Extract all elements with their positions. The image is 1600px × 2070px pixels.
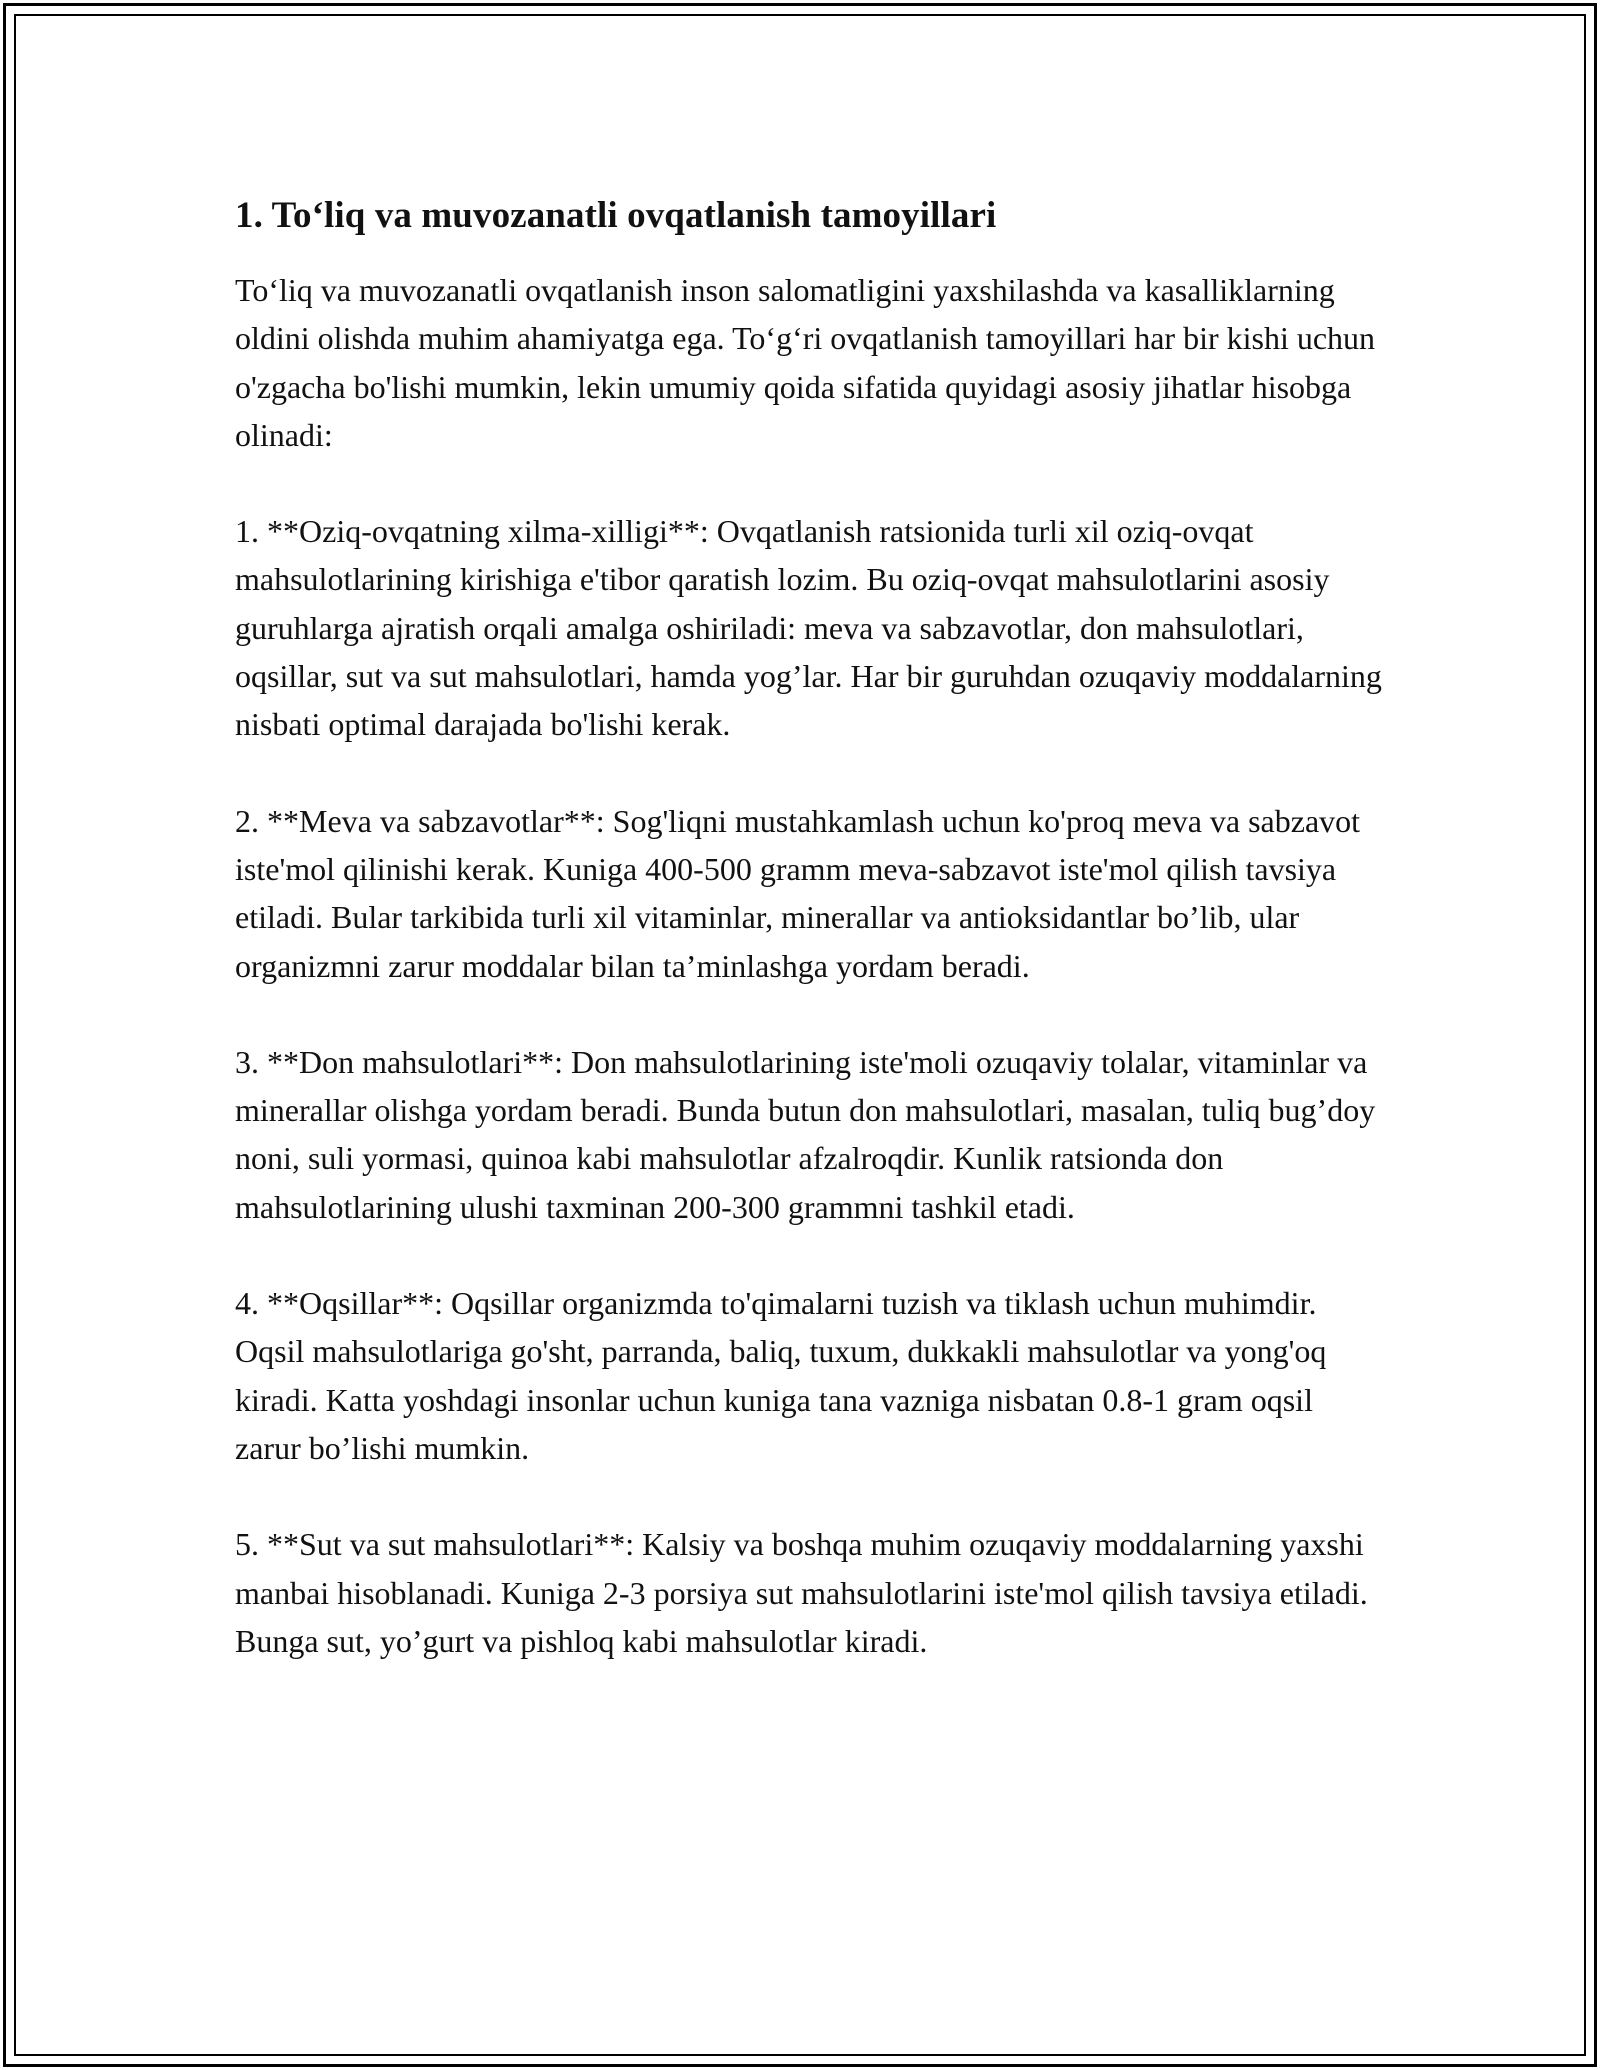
document-body (235, 190, 1385, 1713)
list-item-proteins: 4. **Oqsillar**: Oqsillar organizmda to'qimalarni tuzish va tiklash uchun muhimdir. Oqsil mahsulotlariga go'sht, parranda, baliq, tuxum, dukkakli mahsulotlar va yong'oq kiradi. Katta yoshdagi insonlar uchun kuniga tana vazniga nisbatan 0.8-1 gram oqsil zarur bo’lishi mumkin. (235, 1285, 1327, 1466)
intro-paragraph: To‘liq va muvozanatli ovqatlanish inson salomatligini yaxshilashda va kasalliklarning oldini olishda muhim ahamiyatga ega. To‘g‘ri ovqatlanish tamoyillari har bir kishi uchun o'zgacha bo'lishi mumkin, lekin umumiy qoida sifatida quyidagi asosiy jihatlar hisobga olinadi: (235, 272, 1376, 453)
list-item-fruits-vegetables: 2. **Meva va sabzavotlar**: Sog'liqni mustahkamlash uchun ko'proq meva va sabzavot iste'mol qilinishi kerak. Kuniga 400-500 gramm meva-sabzavot iste'mol qilish tavsiya etiladi. Bular tarkibida turli xil vitaminlar, minerallar va antioksidantlar bo’lib, ular organizmni zarur moddalar bilan ta’minlashga yordam beradi. (235, 802, 1361, 984)
list-item-grain-products: 3. **Don mahsulotlari**: Don mahsulotlarining iste'moli ozuqaviy tolalar, vitaminlar va minerallar olishga yordam beradi. Bunda butun don mahsulotlari, masalan, tuliq bug’doy noni, suli yormasi, quinoa kabi mahsulotlar afzalroqdir. Kunlik ratsionda don mahsulotlarining ulushi taxminan 200-300 grammni tashkil etadi. (235, 1043, 1376, 1225)
list-item-dairy-products: 5. **Sut va sut mahsulotlari**: Kalsiy va boshqa muhim ozuqaviy moddalarning yaxshi manbai hisoblanadi. Kuniga 2-3 porsiya sut mahsulotlarini iste'mol qilish tavsiya etiladi. Bunga sut, yo’gurt va pishloq kabi mahsulotlar kiradi. (235, 1526, 1368, 1659)
list-item-food-variety: 1. **Oziq-ovqatning xilma-xilligi**: Ovqatlanish ratsionida turli xil oziq-ovqat mahsulotlarining kirishiga e'tibor qaratish lozim. Bu oziq-ovqat mahsulotlarini asosiy guruhlarga ajratish orqali amalga oshiriladi: meva va sabzavotlar, don mahsulotlari, oqsillar, sut va sut mahsulotlari, hamda yog’lar. Har bir guruhdan ozuqaviy moddalarning nisbati optimal darajada bo'lishi kerak. (235, 513, 1382, 743)
section-heading: 1. To‘liq va muvozanatli ovqatlanish tamoyillari (235, 195, 997, 236)
